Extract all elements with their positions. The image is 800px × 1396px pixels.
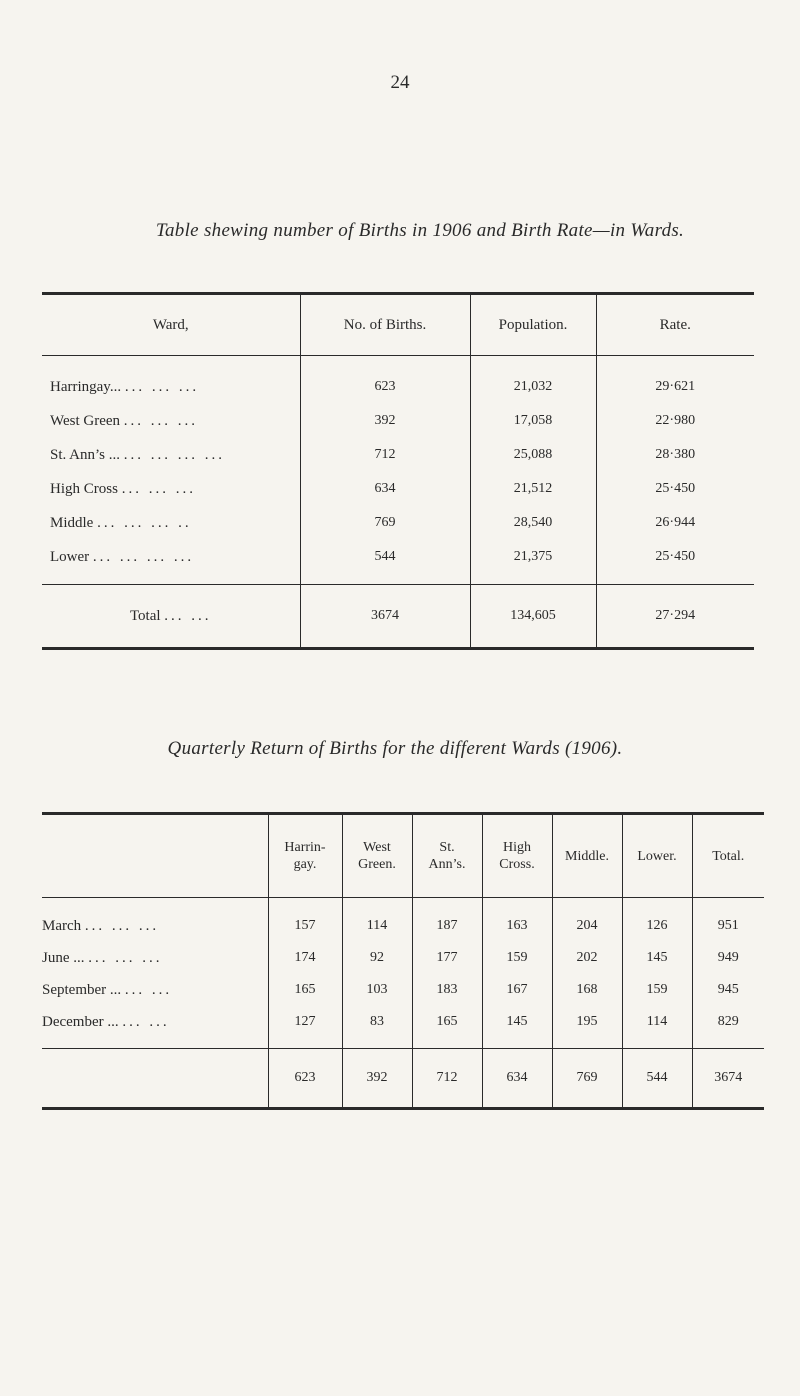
ward-name-cell: [42, 540, 300, 585]
leader-dots: ... ...: [164, 607, 212, 624]
table-row: [42, 506, 754, 540]
ward-name-cell: [42, 356, 300, 405]
rate-cell: 25·450: [596, 472, 754, 506]
rate-cell: 26·944: [596, 506, 754, 540]
ward-name: West Green: [50, 412, 121, 429]
column-header: West Green.: [342, 814, 412, 898]
table-row: [42, 942, 764, 974]
total-label-cell: [42, 585, 300, 649]
value-cell: 114: [622, 1006, 692, 1049]
value-cell: 951: [692, 898, 764, 943]
rate-cell: 22·980: [596, 404, 754, 438]
value-cell: 204: [552, 898, 622, 943]
header-ward: Ward,: [42, 294, 300, 356]
value-cell: 83: [342, 1006, 412, 1049]
ward-name-cell: [42, 404, 300, 438]
value-cell: 127: [268, 1006, 342, 1049]
population-cell: 21,375: [470, 540, 596, 585]
total-label: Total: [129, 607, 161, 624]
value-cell: 92: [342, 942, 412, 974]
population-cell: 21,512: [470, 472, 596, 506]
ward-name-cell: [42, 472, 300, 506]
table-row: [42, 472, 754, 506]
column-header: Harrin- gay.: [268, 814, 342, 898]
column-total-cell: 623: [268, 1049, 342, 1109]
ward-name-cell: [42, 506, 300, 540]
table1-header-row: [42, 294, 754, 356]
value-cell: 145: [622, 942, 692, 974]
leader-dots: ... ...: [122, 1013, 170, 1030]
total-population: 134,605: [470, 585, 596, 649]
population-cell: 21,032: [470, 356, 596, 405]
table1-title: Table shewing number of Births in 1906 and Birth Rate—in Wards.: [155, 220, 685, 241]
value-cell: 167: [482, 974, 552, 1006]
value-cell: 187: [412, 898, 482, 943]
table-row: [42, 356, 754, 405]
column-total-cell: 712: [412, 1049, 482, 1109]
value-cell: 165: [412, 1006, 482, 1049]
table-row: [42, 404, 754, 438]
ward-name: Middle: [50, 514, 94, 531]
births-by-ward-table: [42, 292, 754, 650]
column-total-cell: 769: [552, 1049, 622, 1109]
quarter-name: December ...: [42, 1013, 119, 1030]
total-rate: 27·294: [596, 585, 754, 649]
births-cell: 634: [300, 472, 470, 506]
quarter-name: March: [42, 917, 82, 934]
table1-total-row: [42, 585, 754, 649]
births-cell: 392: [300, 404, 470, 438]
quarter-cell: [42, 942, 268, 974]
column-header: St. Ann’s.: [412, 814, 482, 898]
column-header: Lower.: [622, 814, 692, 898]
column-header: Total.: [692, 814, 764, 898]
value-cell: 145: [482, 1006, 552, 1049]
value-cell: 183: [412, 974, 482, 1006]
table2-header-row: [42, 814, 764, 898]
rate-cell: 29·621: [596, 356, 754, 405]
leader-dots: ... ... ... ..: [97, 514, 192, 531]
quarter-name: September ...: [42, 981, 122, 998]
population-cell: 17,058: [470, 404, 596, 438]
value-cell: 114: [342, 898, 412, 943]
table-row: [42, 438, 754, 472]
table-row: [42, 974, 764, 1006]
leader-dots: ... ... ... ...: [92, 548, 195, 565]
table-row: [42, 898, 764, 943]
empty-cell: [42, 1049, 268, 1109]
value-cell: 165: [268, 974, 342, 1006]
table2-title: Quarterly Return of Births for the different Wards (1906).: [167, 738, 623, 759]
table-row: [42, 540, 754, 585]
births-cell: 623: [300, 356, 470, 405]
header-births: No. of Births.: [300, 294, 470, 356]
header-rate: Rate.: [596, 294, 754, 356]
column-total-cell: 634: [482, 1049, 552, 1109]
leader-dots: ... ... ...: [123, 412, 199, 429]
births-cell: 769: [300, 506, 470, 540]
value-cell: 945: [692, 974, 764, 1006]
table-row: [42, 1006, 764, 1049]
value-cell: 202: [552, 942, 622, 974]
value-cell: 103: [342, 974, 412, 1006]
births-cell: 712: [300, 438, 470, 472]
value-cell: 195: [552, 1006, 622, 1049]
rate-cell: 28·380: [596, 438, 754, 472]
value-cell: 159: [482, 942, 552, 974]
table2-total-row: [42, 1049, 764, 1109]
value-cell: 157: [268, 898, 342, 943]
leader-dots: ... ... ...: [84, 917, 160, 934]
ward-name: Harringay...: [50, 378, 122, 395]
column-total-cell: 392: [342, 1049, 412, 1109]
quarterly-births-table: [42, 812, 764, 1110]
leader-dots: ... ... ...: [121, 480, 196, 497]
population-cell: 28,540: [470, 506, 596, 540]
population-cell: 25,088: [470, 438, 596, 472]
total-births: 3674: [300, 585, 470, 649]
page-number: 24: [390, 72, 410, 93]
value-cell: 829: [692, 1006, 764, 1049]
value-cell: 177: [412, 942, 482, 974]
column-header: High Cross.: [482, 814, 552, 898]
quarter-name: June ...: [42, 949, 85, 966]
ward-name-cell: [42, 438, 300, 472]
value-cell: 126: [622, 898, 692, 943]
column-header: [42, 814, 268, 898]
value-cell: 949: [692, 942, 764, 974]
quarter-cell: [42, 1006, 268, 1049]
rate-cell: 25·450: [596, 540, 754, 585]
column-total-cell: 544: [622, 1049, 692, 1109]
column-total-cell: 3674: [692, 1049, 764, 1109]
leader-dots: ... ... ...: [124, 378, 200, 395]
ward-name: Lower: [50, 548, 90, 565]
quarter-cell: [42, 898, 268, 943]
leader-dots: ... ... ... ...: [123, 446, 226, 463]
quarter-cell: [42, 974, 268, 1006]
header-population: Population.: [470, 294, 596, 356]
value-cell: 163: [482, 898, 552, 943]
leader-dots: ... ...: [124, 981, 173, 998]
births-cell: 544: [300, 540, 470, 585]
value-cell: 174: [268, 942, 342, 974]
value-cell: 159: [622, 974, 692, 1006]
ward-name: High Cross: [50, 480, 118, 497]
value-cell: 168: [552, 974, 622, 1006]
ward-name: St. Ann’s ...: [50, 446, 121, 463]
column-header: Middle.: [552, 814, 622, 898]
leader-dots: ... ... ...: [88, 949, 163, 966]
